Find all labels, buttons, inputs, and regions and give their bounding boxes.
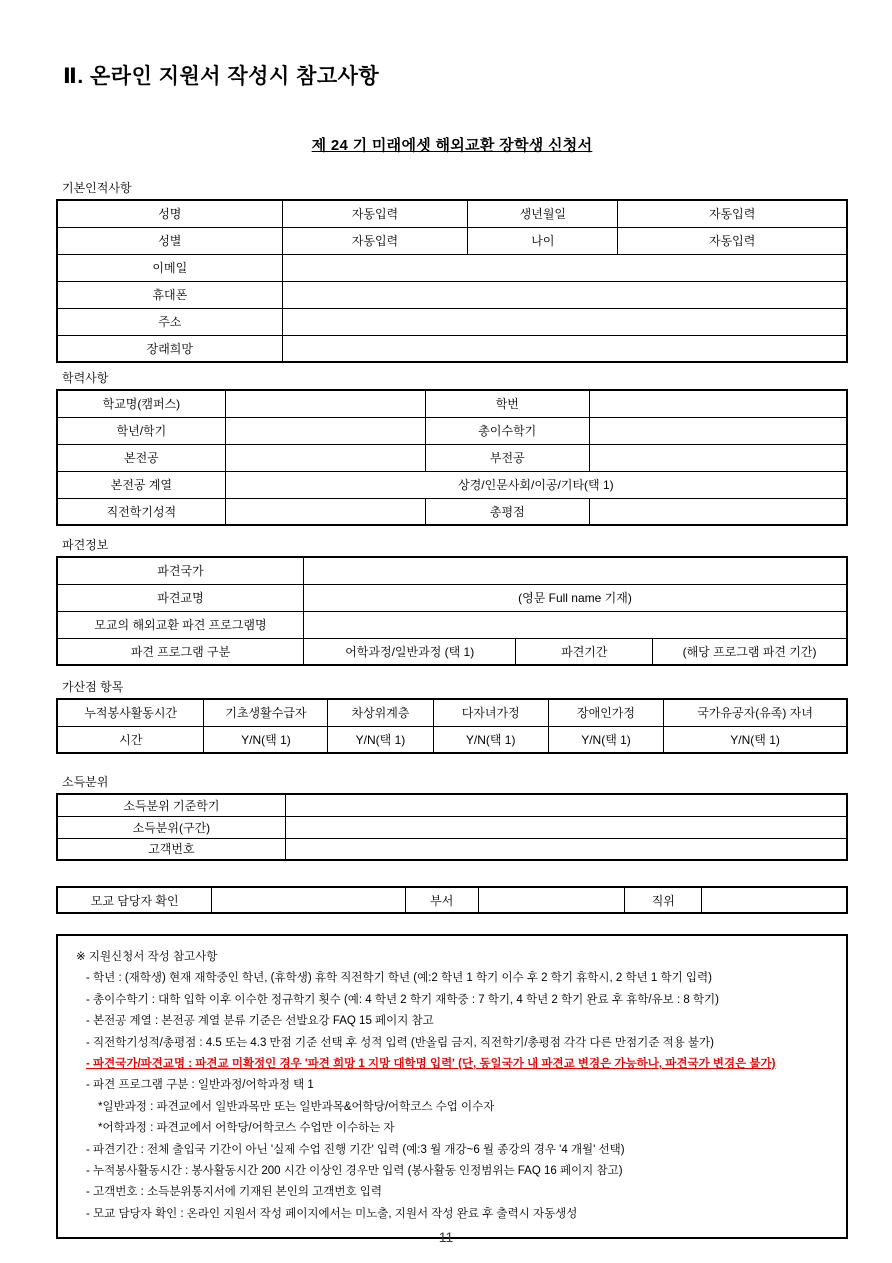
table-dispatch-info — [56, 556, 848, 666]
table-cell: 고객번호 — [57, 838, 285, 860]
table-cell: 자동입력 — [282, 200, 468, 227]
page-title: Ⅱ. 온라인 지원서 작성시 참고사항 — [63, 65, 380, 88]
table-cell-empty — [702, 887, 847, 913]
notes-box — [56, 934, 848, 1239]
table-row — [57, 254, 847, 281]
table-cell-empty — [589, 390, 847, 417]
table-cell-empty — [282, 254, 847, 281]
table-cell-empty — [225, 417, 425, 444]
table-cell: 누적봉사활동시간 — [57, 699, 204, 726]
table-cell: (해당 프로그램 파견 기간) — [653, 638, 847, 665]
table-cell: 총이수학기 — [425, 417, 589, 444]
table-cell: Y/N(택 1) — [548, 726, 663, 753]
note-line-important: - 파견국가/파견교명 : 파견교 미확정인 경우 '파견 희망 1 지망 대학명 입력' (단, 동일국가 내 파견교 변경은 가능하나, 파견국가 변경은 불가) — [86, 1058, 776, 1071]
form-title-wrap — [56, 134, 848, 155]
table-cell: 모교의 해외교환 파견 프로그램명 — [57, 611, 303, 638]
table-cell: 파견국가 — [57, 557, 303, 584]
table-cell: 상경/인문사회/이공/기타(택 1) — [225, 471, 847, 498]
table-basic-info — [56, 199, 848, 363]
section-label-dispatch-info: 파견정보 — [62, 538, 109, 552]
table-cell-empty — [285, 794, 847, 816]
note-line: - 고객번호 : 소득분위통지서에 기재된 본인의 고객번호 입력 — [86, 1186, 383, 1199]
table-cell: 기초생활수급자 — [204, 699, 328, 726]
note-line: *어학과정 : 파견교에서 어학당/어학코스 수업만 이수하는 자 — [98, 1122, 395, 1135]
note-line: - 누적봉사활동시간 : 봉사활동시간 200 시간 이상인 경우만 입력 (봉사활동 인정범위는 FAQ 16 페이지 참고) — [86, 1165, 623, 1178]
table-row — [57, 417, 847, 444]
table-row — [57, 887, 847, 913]
table-cell: 학년/학기 — [57, 417, 225, 444]
table-row — [57, 611, 847, 638]
note-line: - 파견기간 : 전체 출입국 기간이 아닌 '실제 수업 진행 기간' 입력 (예:3 월 개강~6 월 종강의 경우 '4 개월' 선택) — [86, 1143, 625, 1156]
note-line: - 직전학기성적/총평점 : 4.5 또는 4.3 만점 기준 선택 후 성적 입력 (반올림 금지, 직전학기/총평점 각각 다른 만점기준 적용 불가) — [86, 1036, 714, 1049]
table-cell: 소득분위 기준학기 — [57, 794, 285, 816]
table-cell: 장애인가정 — [548, 699, 663, 726]
table-cell: 어학과정/일반과정 (택 1) — [303, 638, 516, 665]
note-line: - 모교 담당자 확인 : 온라인 지원서 작성 페이지에서는 미노출, 지원서 작성 완료 후 출력시 자동생성 — [86, 1207, 578, 1220]
table-cell: 자동입력 — [618, 200, 847, 227]
form-title: 제 24 기 미래에셋 해외교환 장학생 신청서 — [311, 137, 593, 154]
note-line: - 학년 : (재학생) 현재 재학중인 학년, (휴학생) 휴학 직전학기 학년 (예:2 학년 1 학기 이수 후 2 학기 휴학시, 2 학년 1 학기 입력) — [86, 972, 712, 985]
table-row — [57, 726, 847, 753]
note-line: - 파견 프로그램 구분 : 일반과정/어학과정 택 1 — [86, 1079, 314, 1092]
table-cell-empty — [285, 838, 847, 860]
table-cell-empty — [589, 444, 847, 471]
table-cell: 휴대폰 — [57, 281, 282, 308]
table-row — [57, 699, 847, 726]
table-cell: Y/N(택 1) — [433, 726, 548, 753]
table-cell: 생년월일 — [468, 200, 618, 227]
table-staff-confirmation — [56, 886, 848, 914]
table-row — [57, 390, 847, 417]
table-cell: 성명 — [57, 200, 282, 227]
table-cell: 학번 — [425, 390, 589, 417]
table-cell: 나이 — [468, 227, 618, 254]
table-cell-empty — [212, 887, 406, 913]
table-row — [57, 335, 847, 362]
table-cell: Y/N(택 1) — [328, 726, 433, 753]
table-cell: 부전공 — [425, 444, 589, 471]
table-cell: 시간 — [57, 726, 204, 753]
table-cell-empty — [282, 308, 847, 335]
table-row — [57, 471, 847, 498]
notes-list — [70, 968, 834, 1225]
page-number: 11 — [438, 1229, 454, 1245]
section-label-basic-info: 기본인적사항 — [62, 181, 132, 195]
table-cell: (영문 Full name 기재) — [303, 584, 847, 611]
table-cell-empty — [303, 611, 847, 638]
table-cell: 차상위계층 — [328, 699, 433, 726]
table-cell: 국가유공자(유족) 자녀 — [664, 699, 847, 726]
table-cell: 파견 프로그램 구분 — [57, 638, 303, 665]
note-line: - 본전공 계열 : 본전공 계열 분류 기준은 선발요강 FAQ 15 페이지 참고 — [86, 1015, 434, 1028]
table-cell: 파견교명 — [57, 584, 303, 611]
table-row — [57, 794, 847, 816]
section-label-income-bracket: 소득분위 — [62, 775, 109, 789]
table-row — [57, 584, 847, 611]
table-cell-empty — [282, 335, 847, 362]
table-row — [57, 227, 847, 254]
table-cell: Y/N(택 1) — [204, 726, 328, 753]
note-line: *일반과정 : 파견교에서 일반과목만 또는 일반과목&어학당/어학코스 수업 이수자 — [98, 1100, 495, 1113]
table-row — [57, 498, 847, 525]
table-cell: 본전공 — [57, 444, 225, 471]
table-row — [57, 444, 847, 471]
table-cell: 소득분위(구간) — [57, 816, 285, 838]
table-cell: 모교 담당자 확인 — [57, 887, 212, 913]
table-row — [57, 557, 847, 584]
table-cell: 성별 — [57, 227, 282, 254]
table-cell: 부서 — [405, 887, 478, 913]
table-cell: 직위 — [625, 887, 702, 913]
table-cell: 주소 — [57, 308, 282, 335]
notes-title: ※ 지원신청서 작성 참고사항 — [76, 951, 218, 963]
table-row — [57, 281, 847, 308]
table-cell-empty — [589, 498, 847, 525]
table-cell: 총평점 — [425, 498, 589, 525]
table-cell-empty — [478, 887, 625, 913]
table-cell: 학교명(캠퍼스) — [57, 390, 225, 417]
table-row — [57, 638, 847, 665]
note-line: - 총이수학기 : 대학 입학 이후 이수한 정규학기 횟수 (예: 4 학년 2 학기 재학중 : 7 학기, 4 학년 2 학기 완료 후 휴학/유보 : 8 학기) — [86, 993, 719, 1006]
table-cell-empty — [225, 444, 425, 471]
table-row — [57, 308, 847, 335]
table-cell: 자동입력 — [282, 227, 468, 254]
table-cell: 파견기간 — [516, 638, 653, 665]
table-cell: 다자녀가정 — [433, 699, 548, 726]
table-cell: 본전공 계열 — [57, 471, 225, 498]
table-cell-empty — [589, 417, 847, 444]
table-cell: 장래희망 — [57, 335, 282, 362]
table-cell: 직전학기성적 — [57, 498, 225, 525]
table-cell-empty — [285, 816, 847, 838]
table-cell-empty — [282, 281, 847, 308]
table-row — [57, 838, 847, 860]
table-cell-empty — [225, 390, 425, 417]
table-bonus-points — [56, 698, 848, 754]
table-income-bracket — [56, 793, 848, 861]
section-label-education: 학력사항 — [62, 371, 109, 385]
table-row — [57, 200, 847, 227]
table-row — [57, 816, 847, 838]
table-education — [56, 389, 848, 526]
table-cell: 이메일 — [57, 254, 282, 281]
table-cell: 자동입력 — [618, 227, 847, 254]
section-label-bonus-points: 가산점 항목 — [62, 680, 124, 694]
table-cell-empty — [303, 557, 847, 584]
table-cell: Y/N(택 1) — [664, 726, 847, 753]
table-cell-empty — [225, 498, 425, 525]
